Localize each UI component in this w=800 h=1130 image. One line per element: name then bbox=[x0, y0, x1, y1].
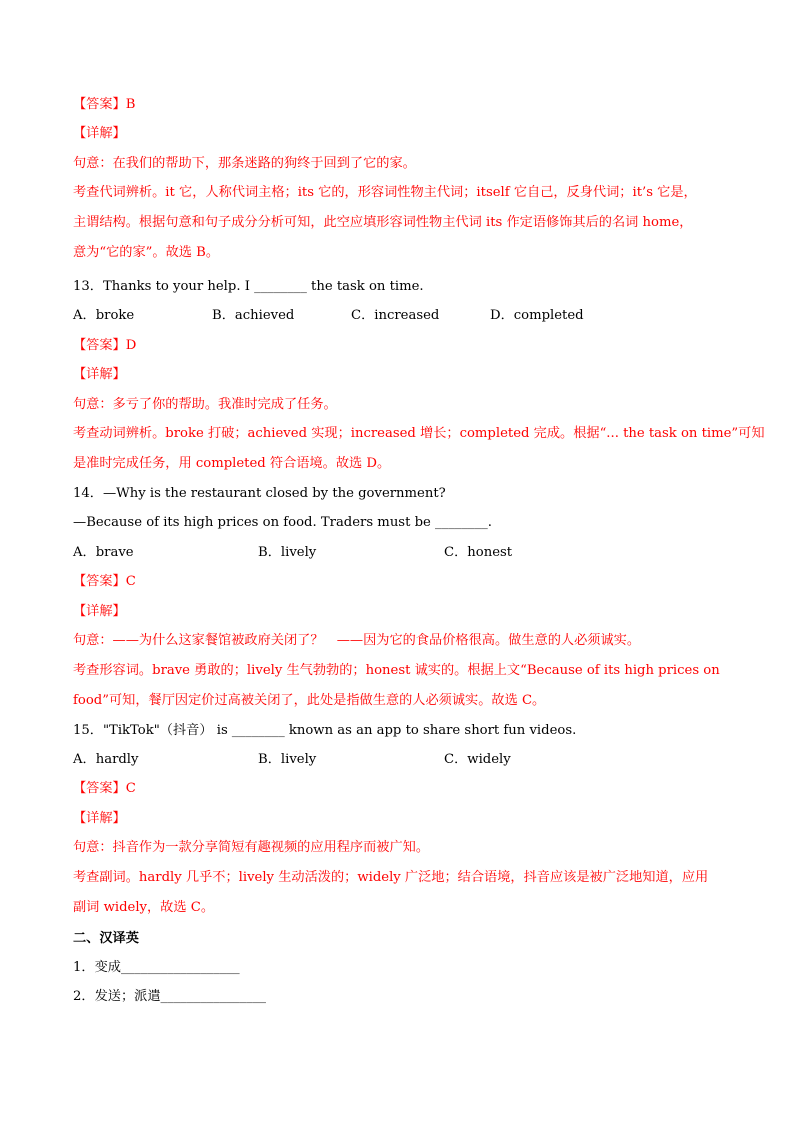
q14-option-b: B．lively bbox=[258, 545, 317, 560]
q14-explanation-line-1: 考查形容词。brave 勇敢的；lively 生气勃勃的；honest 诚实的。根据上文“Because of its high prices on bbox=[73, 663, 720, 678]
q13-option-c: C．increased bbox=[351, 308, 440, 323]
q12-detail-label: 【详解】 bbox=[73, 126, 126, 141]
q12-answer: 【答案】B bbox=[73, 97, 136, 112]
q15-option-b: B．lively bbox=[258, 752, 317, 767]
q13-option-b: B．achieved bbox=[212, 308, 295, 323]
q14-stem-reply: —Because of its high prices on food. Traders must be ________. bbox=[73, 515, 492, 530]
q13-explanation-line-1: 考查动词辨析。broke 打破；achieved 实现；increased 增长；completed 完成。根据“... the task on time”可知 bbox=[73, 426, 765, 441]
q13-option-a: A．broke bbox=[73, 308, 135, 323]
q14-meaning: 句意：——为什么这家餐馆被政府关闭了？ ——因为它的食品价格很高。做生意的人必须诚实。 bbox=[73, 633, 641, 648]
q14-option-c: C．honest bbox=[444, 545, 513, 560]
q15-option-a: A．hardly bbox=[73, 752, 139, 767]
q14-explanation-line-2: food”可知，餐厅因定价过高被关闭了，此处是指做生意的人必须诚实。故选 C。 bbox=[73, 693, 546, 708]
q13-explanation-line-2: 是准时完成任务，用 completed 符合语境。故选 D。 bbox=[73, 456, 391, 471]
q15-option-c: C．widely bbox=[444, 752, 511, 767]
q13-option-d: D．completed bbox=[490, 308, 584, 323]
q14-answer: 【答案】C bbox=[73, 574, 136, 589]
q13-stem: 13．Thanks to your help. I ________ the task on time. bbox=[73, 279, 424, 294]
q12-explanation-line-2: 主谓结构。根据句意和句子成分分析可知，此空应填形容词性物主代词 its 作定语修饰其后的名词 home， bbox=[73, 215, 693, 230]
q12-explanation-line-3: 意为“它的家”。故选 B。 bbox=[73, 245, 220, 260]
q12-meaning: 句意：在我们的帮助下，那条迷路的狗终于回到了它的家。 bbox=[73, 156, 416, 171]
translation-item-1: 1．变成__________________ bbox=[73, 960, 240, 975]
q12-explanation-line-1: 考查代词辨析。it 它，人称代词主格；its 它的，形容词性物主代词；itself 它自己，反身代词；it’s 它是， bbox=[73, 185, 697, 200]
q13-answer: 【答案】D bbox=[73, 338, 137, 353]
q15-stem: 15．"TikTok"（抖音） is ________ known as an app to share short fun videos. bbox=[73, 723, 577, 738]
q13-detail-label: 【详解】 bbox=[73, 367, 126, 382]
q13-meaning: 句意：多亏了你的帮助。我准时完成了任务。 bbox=[73, 397, 337, 412]
translation-item-2: 2．发送；派遣________________ bbox=[73, 989, 267, 1004]
q14-detail-label: 【详解】 bbox=[73, 604, 126, 619]
q15-answer: 【答案】C bbox=[73, 781, 136, 796]
q14-stem: 14．—Why is the restaurant closed by the government? bbox=[73, 486, 446, 501]
q15-explanation-line-2: 副词 widely，故选 C。 bbox=[73, 900, 215, 915]
q15-explanation-line-1: 考查副词。hardly 几乎不；lively 生动活泼的；widely 广泛地；结合语境，抖音应该是被广泛地知道，应用 bbox=[73, 870, 709, 885]
q15-detail-label: 【详解】 bbox=[73, 811, 126, 826]
section-title: 二、汉译英 bbox=[73, 931, 139, 946]
q14-option-a: A．brave bbox=[73, 545, 134, 560]
q15-meaning: 句意：抖音作为一款分享简短有趣视频的应用程序而被广知。 bbox=[73, 840, 430, 855]
